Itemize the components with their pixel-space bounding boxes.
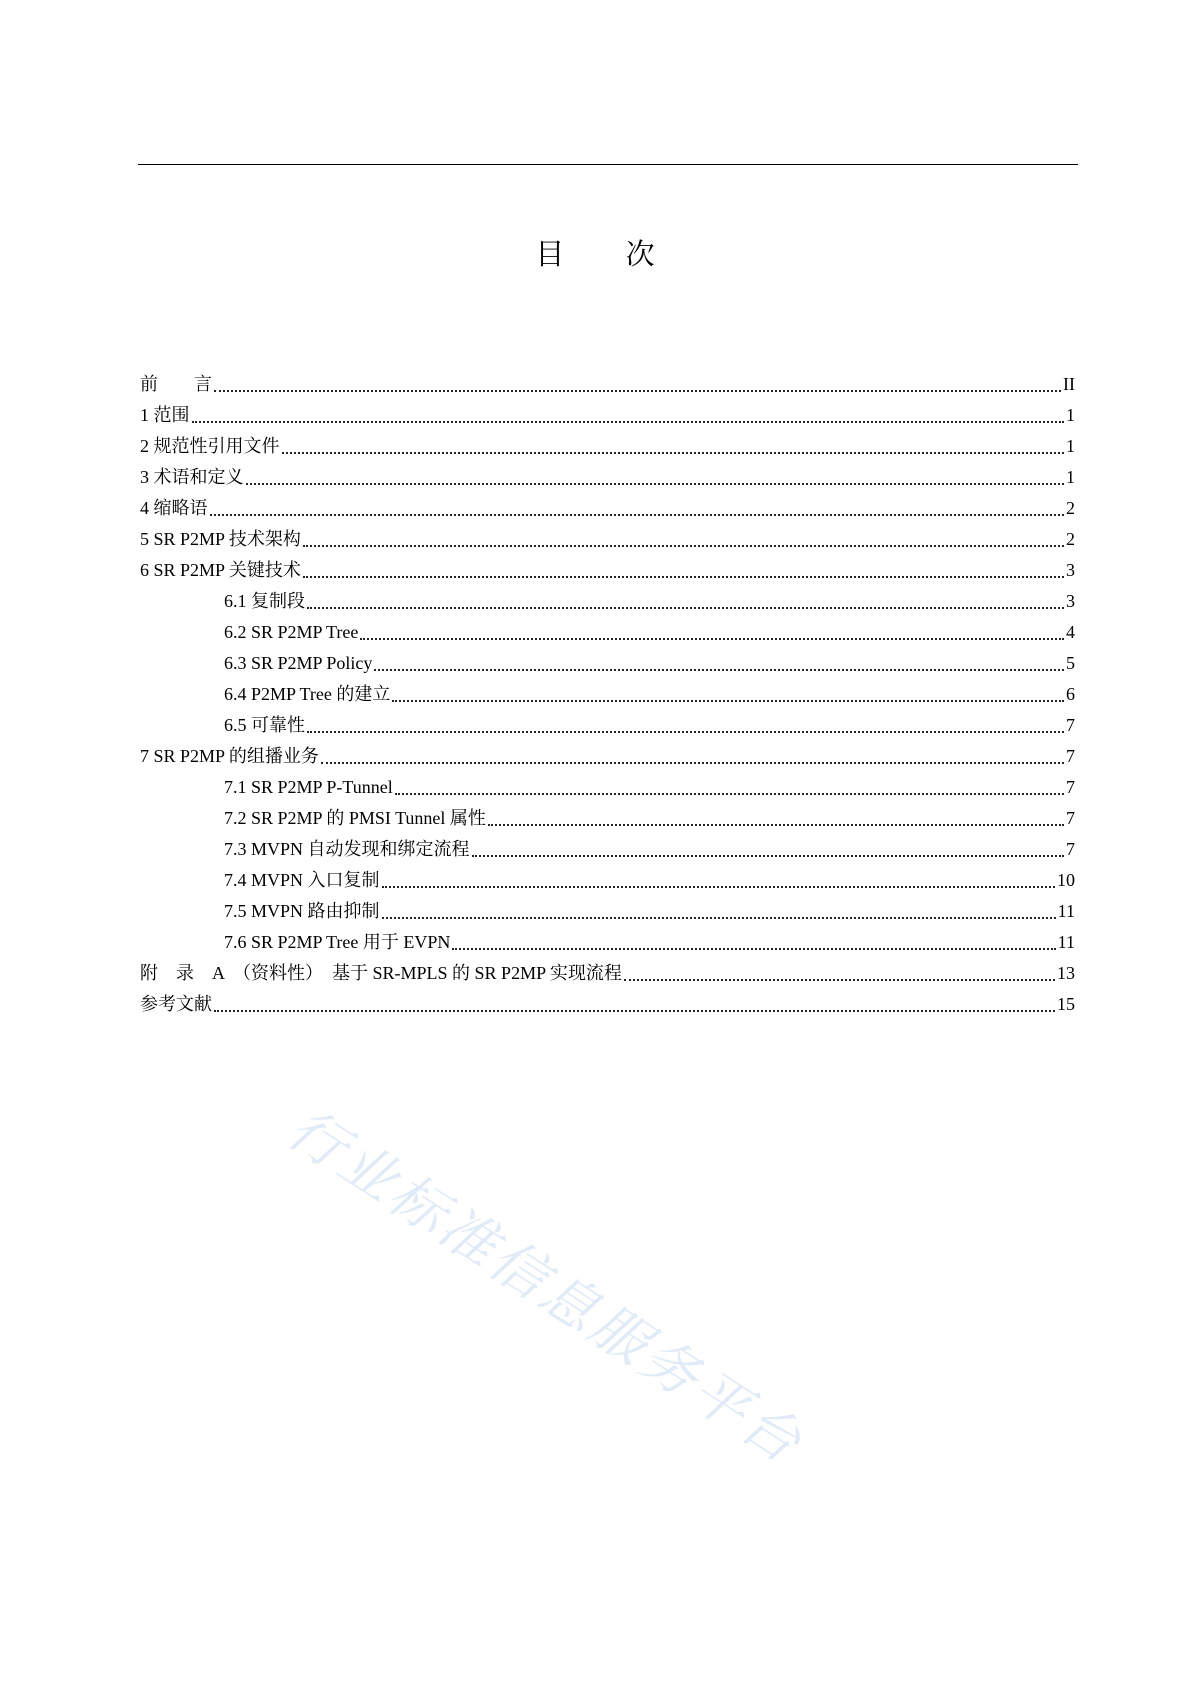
toc-entry[interactable] xyxy=(140,488,1075,519)
toc-entry-page: 4 xyxy=(1066,622,1075,642)
toc-entry[interactable] xyxy=(140,581,1075,612)
toc-entry-page: 7 xyxy=(1066,777,1075,797)
toc-leader-dots xyxy=(624,963,1055,981)
toc-leader-dots xyxy=(303,529,1064,547)
toc-leader-dots xyxy=(395,777,1064,795)
toc-entry[interactable] xyxy=(140,860,1075,891)
toc-leader-dots xyxy=(392,684,1064,702)
toc-entry-page: 6 xyxy=(1066,684,1075,704)
toc-entry[interactable] xyxy=(140,736,1075,767)
toc-entry-page: 3 xyxy=(1066,591,1075,611)
table-of-contents xyxy=(140,364,1075,1015)
toc-entry-page: 13 xyxy=(1057,963,1075,983)
toc-entry-label: 7.6 SR P2MP Tree 用于 EVPN xyxy=(224,932,451,952)
toc-entry-label: 6.1 复制段 xyxy=(224,591,305,611)
toc-entry-page: 2 xyxy=(1066,529,1075,549)
toc-entry-label: 5 SR P2MP 技术架构 xyxy=(140,529,301,549)
toc-entry-page: 15 xyxy=(1057,994,1075,1014)
toc-entry-page: 11 xyxy=(1057,901,1075,921)
toc-entry-page: 2 xyxy=(1066,498,1075,518)
toc-entry[interactable] xyxy=(140,922,1075,953)
toc-entry-page: 7 xyxy=(1066,808,1075,828)
toc-leader-dots xyxy=(488,808,1064,826)
toc-leader-dots xyxy=(210,498,1065,516)
toc-entry-page: II xyxy=(1063,374,1075,394)
toc-entry[interactable] xyxy=(140,798,1075,829)
toc-leader-dots xyxy=(307,591,1064,609)
toc-entry-label: 6.2 SR P2MP Tree xyxy=(224,622,359,642)
toc-entry[interactable] xyxy=(140,519,1075,550)
toc-leader-dots xyxy=(246,467,1065,485)
toc-leader-dots xyxy=(321,746,1064,764)
toc-entry-label: 4 缩略语 xyxy=(140,498,208,518)
toc-entry[interactable] xyxy=(140,674,1075,705)
toc-entry[interactable] xyxy=(140,457,1075,488)
toc-entry-label: 7.5 MVPN 路由抑制 xyxy=(224,901,380,921)
toc-leader-dots xyxy=(472,839,1064,857)
toc-leader-dots xyxy=(360,622,1064,640)
toc-entry-label: 7 SR P2MP 的组播业务 xyxy=(140,746,319,766)
toc-entry[interactable] xyxy=(140,395,1075,426)
page-title xyxy=(0,232,1190,273)
toc-leader-dots xyxy=(282,436,1065,454)
toc-entry-label: 2 规范性引用文件 xyxy=(140,436,280,456)
toc-entry-label: 7.4 MVPN 入口复制 xyxy=(224,870,380,890)
toc-entry[interactable] xyxy=(140,643,1075,674)
toc-entry[interactable] xyxy=(140,426,1075,457)
toc-entry-label: 参考文献 xyxy=(140,994,212,1014)
toc-entry-page: 7 xyxy=(1066,715,1075,735)
header-rule xyxy=(138,164,1078,165)
toc-entry-page: 1 xyxy=(1066,467,1075,487)
toc-entry[interactable] xyxy=(140,984,1075,1015)
toc-leader-dots xyxy=(303,560,1064,578)
toc-entry-page: 7 xyxy=(1066,746,1075,766)
toc-entry-label: 附 录 A （资料性） 基于 SR-MPLS 的 SR P2MP 实现流程 xyxy=(140,963,622,983)
toc-leader-dots xyxy=(374,653,1064,671)
toc-entry-label: 7.3 MVPN 自动发现和绑定流程 xyxy=(224,839,470,859)
toc-leader-dots xyxy=(307,715,1064,733)
toc-entry-label: 7.1 SR P2MP P-Tunnel xyxy=(224,777,393,797)
toc-entry-label: 1 范围 xyxy=(140,405,190,425)
toc-entry[interactable] xyxy=(140,705,1075,736)
toc-leader-dots xyxy=(382,870,1055,888)
toc-entry[interactable] xyxy=(140,891,1075,922)
toc-entry-label: 6.5 可靠性 xyxy=(224,715,305,735)
toc-leader-dots xyxy=(214,374,1061,392)
toc-entry-page: 1 xyxy=(1066,436,1075,456)
toc-entry-label: 6 SR P2MP 关键技术 xyxy=(140,560,301,580)
toc-entry-label: 6.4 P2MP Tree 的建立 xyxy=(224,684,391,704)
toc-entry-label: 3 术语和定义 xyxy=(140,467,244,487)
toc-entry[interactable] xyxy=(140,612,1075,643)
toc-entry[interactable] xyxy=(140,767,1075,798)
toc-entry-page: 10 xyxy=(1057,870,1075,890)
toc-entry-page: 3 xyxy=(1066,560,1075,580)
toc-leader-dots xyxy=(214,994,1055,1012)
toc-leader-dots xyxy=(192,405,1065,423)
toc-entry-label: 7.2 SR P2MP 的 PMSI Tunnel 属性 xyxy=(224,808,486,828)
toc-entry[interactable] xyxy=(140,550,1075,581)
toc-entry-page: 5 xyxy=(1066,653,1075,673)
toc-entry-label: 6.3 SR P2MP Policy xyxy=(224,653,373,673)
toc-entry[interactable] xyxy=(140,953,1075,984)
title-char-2: 次 xyxy=(625,237,655,271)
toc-entry[interactable] xyxy=(140,829,1075,860)
toc-entry-page: 1 xyxy=(1066,405,1075,425)
toc-entry[interactable] xyxy=(140,364,1075,395)
watermark: 行业标准信息服务平台 xyxy=(276,1096,815,1478)
title-char-1: 目 xyxy=(535,237,565,271)
toc-entry-page: 11 xyxy=(1057,932,1075,952)
toc-leader-dots xyxy=(452,932,1055,950)
toc-leader-dots xyxy=(382,901,1056,919)
toc-entry-page: 7 xyxy=(1066,839,1075,859)
toc-entry-label: 前 言 xyxy=(140,374,212,394)
